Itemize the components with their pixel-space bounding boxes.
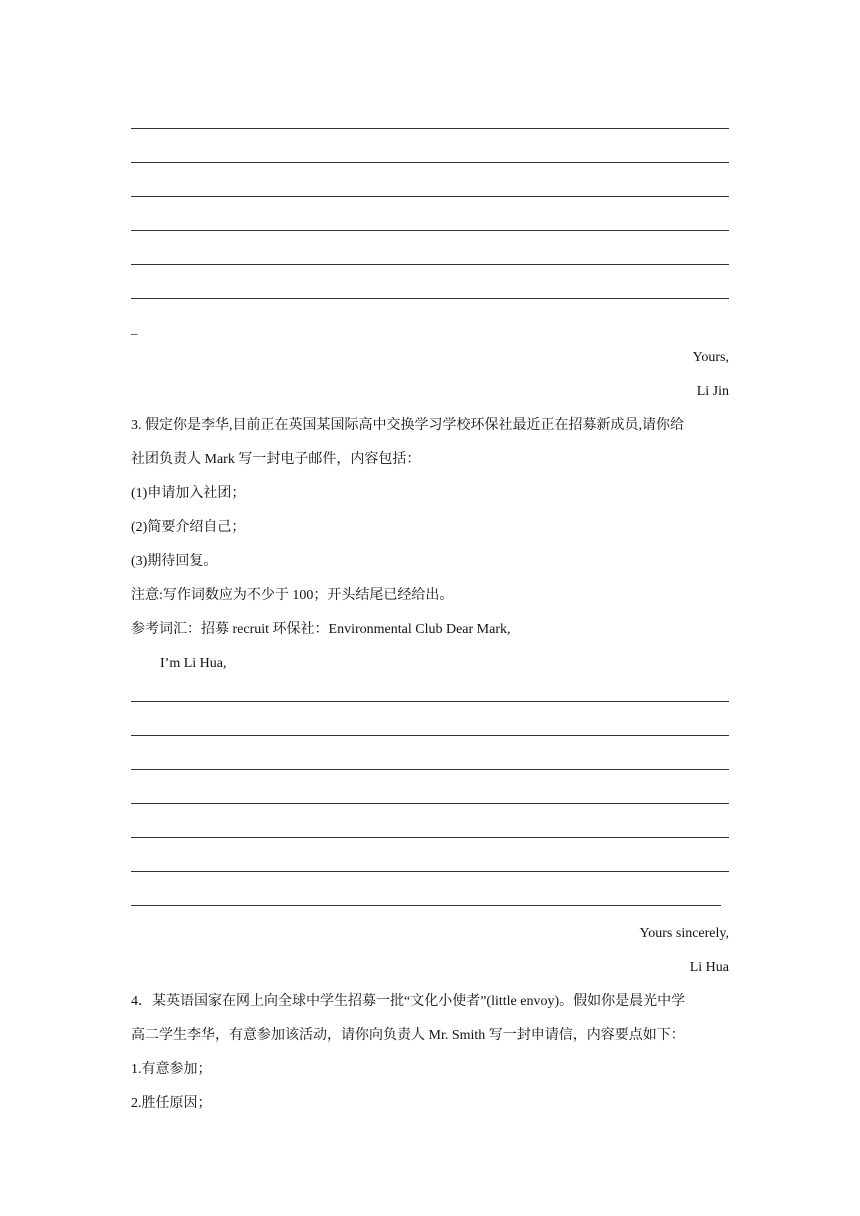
question-4-prompt-line-2: 高二学生李华，有意参加该活动，请你向负责人 Mr. Smith 写一封申请信，内容要点如下： [131,1028,685,1043]
question-3-point: (3)期待回复。 [131,554,218,569]
answer-line[interactable] [131,298,729,299]
question-3-point: (2)简要介绍自己； [131,520,246,535]
answer-line[interactable] [131,769,729,770]
answer-line[interactable] [131,871,729,872]
question-3-prompt-line-2: 社团负责人 Mark 写一封电子邮件，内容包括： [131,452,421,467]
question-4-point: 2.胜任原因； [131,1096,212,1111]
letter-signature: Li Hua [689,960,729,975]
letter-opening: I’m Li Hua, [160,656,227,671]
answer-line[interactable] [131,701,729,702]
answer-line[interactable] [131,264,729,265]
question-4-point: 1.有意参加； [131,1062,212,1077]
letter-closing: Yours sincerely, [639,926,729,941]
answer-line[interactable] [131,837,729,838]
letter-signature: Li Jin [696,384,729,399]
answer-line[interactable] [131,803,729,804]
answer-line-stub: _ [131,321,138,336]
question-4-prompt-line-1: 4．某英语国家在网上向全球中学生招募一批“文化小使者”(little envoy)。假如你是晨光中学 [131,994,686,1009]
answer-line[interactable] [131,735,729,736]
question-3-vocab: 参考词汇：招募 recruit 环保社：Environmental Club Dear Mark, [131,622,511,637]
letter-closing: Yours, [692,350,729,365]
question-3-point: (1)申请加入社团； [131,486,246,501]
answer-line[interactable] [131,230,729,231]
answer-line[interactable] [131,196,729,197]
question-3-prompt-line-1: 3. 假定你是李华,目前正在英国某国际高中交换学习学校环保社最近正在招募新成员,请你给 [131,418,684,433]
answer-line[interactable] [131,162,729,163]
question-3-note: 注意:写作词数应为不少于 100；开头结尾已经给出。 [131,588,454,603]
answer-line[interactable] [131,128,729,129]
answer-line[interactable] [131,905,721,906]
